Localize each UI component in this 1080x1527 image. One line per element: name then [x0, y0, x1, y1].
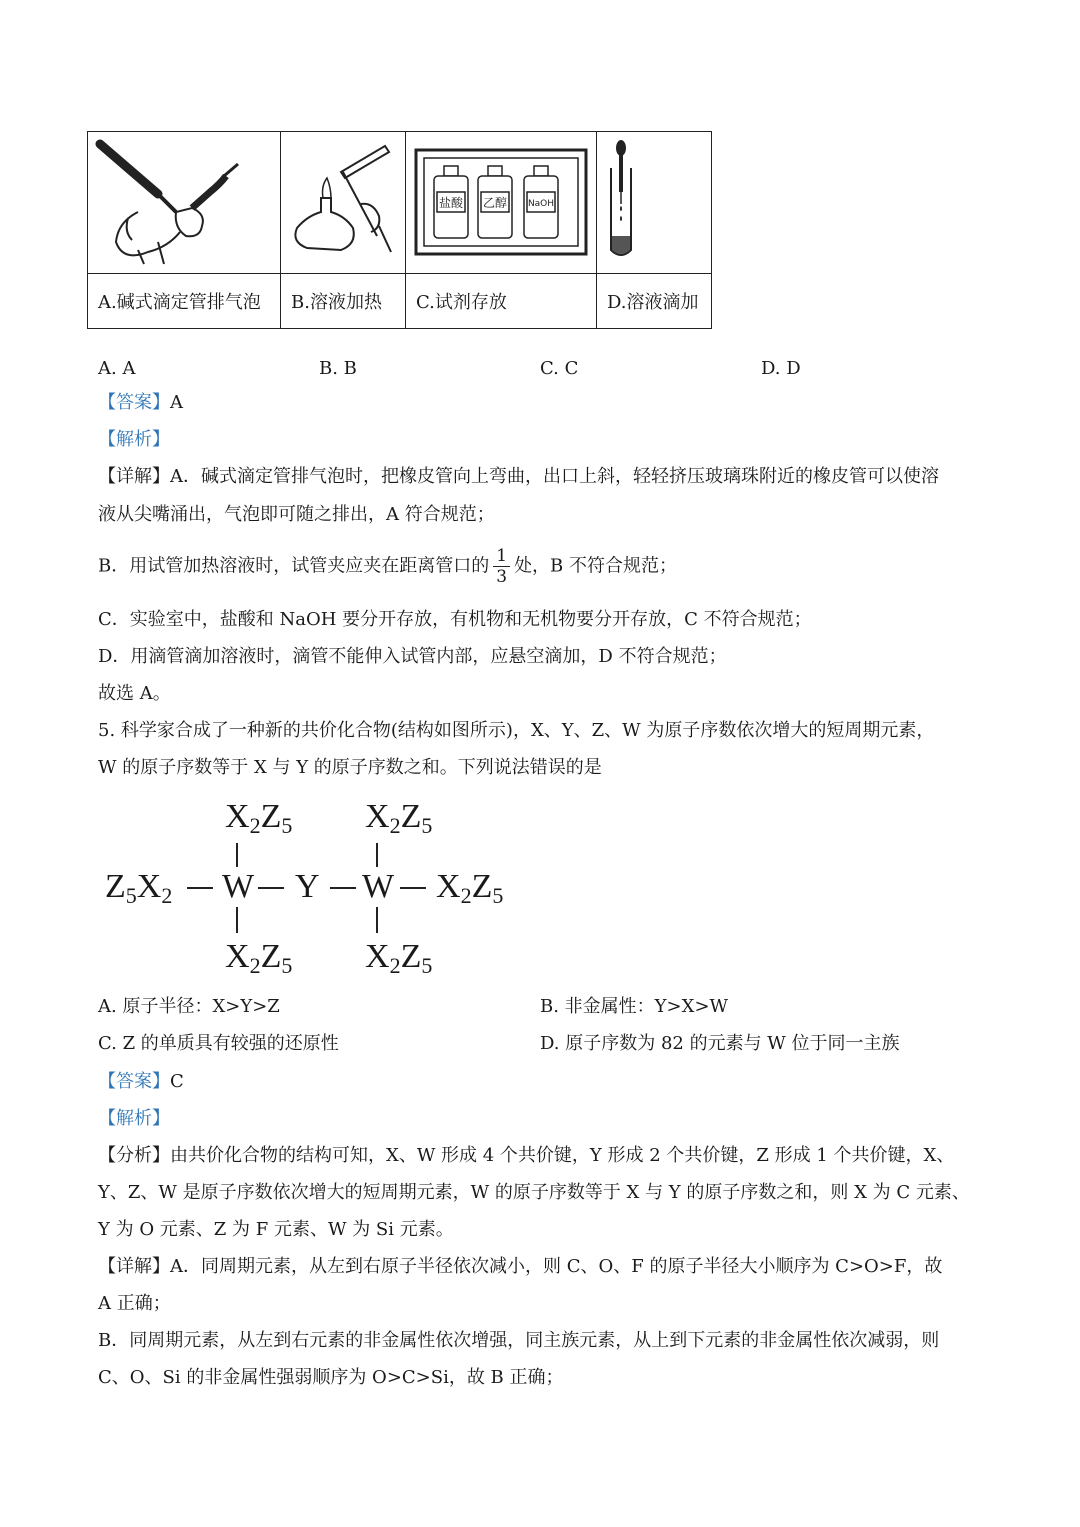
dropper-illustration [597, 132, 711, 268]
storage-image-cell [406, 132, 597, 274]
fraction-numerator: 1 [493, 546, 510, 567]
test-tube-heating-illustration [281, 132, 405, 268]
q5-detail-text-1: A．同周期元素，从左到右原子半径依次减小，则 C、O、F 的原子半径大小顺序为 C>O>F，故 [170, 1256, 943, 1277]
q4-d-line: D．用滴管滴加溶液时，滴管不能伸入试管内部，应悬空滴加，D 不符合规范； [98, 646, 727, 667]
bottle-label-naoh: NaOH [527, 199, 555, 209]
q4-answer-tag: 【答案】 [98, 392, 170, 413]
group-bottom-right: $X_2Z_5$ [365, 938, 433, 978]
q5-option-b: B. 非金属性：Y>X>W [540, 996, 729, 1017]
caption-d: D.溶液滴加 [597, 274, 712, 329]
q5-answer-line [98, 1070, 184, 1094]
group-bottom-left: $X_2Z_5$ [225, 938, 293, 978]
bond-top-right [376, 843, 378, 867]
q5-detail-line-3: B．同周期元素，从左到右元素的非金属性依次增强，同主族元素，从上到下元素的非金属性依次减弱，则 [98, 1330, 940, 1351]
fraction-denominator: 3 [496, 567, 508, 587]
q4-conclusion: 故选 A。 [98, 683, 171, 704]
q5-stem-line-1: 5. 科学家合成了一种新的共价化合物(结构如图所示)，X、Y、Z、W 为原子序数依次增大的短周期元素， [98, 720, 935, 741]
q4-option-b: B. B [319, 358, 357, 379]
q4-answer-line [98, 391, 183, 415]
heating-image-cell [281, 132, 406, 274]
bond-w-y-left [258, 887, 284, 889]
q5-detail-line-1 [98, 1255, 942, 1279]
q5-stem-line-2: W 的原子序数等于 X 与 Y 的原子序数之和。下列说法错误的是 [98, 757, 602, 778]
bond-bottom-left [236, 907, 238, 933]
q4-option-c: C. C [540, 358, 579, 379]
q4-option-a: A. A [98, 358, 136, 379]
q5-answer-tag: 【答案】 [98, 1071, 170, 1092]
q4-answer-value: A [170, 392, 183, 413]
q4-c-line: C．实验室中，盐酸和 NaOH 要分开存放，有机物和无机物要分开存放，C 不符合规范； [98, 609, 812, 630]
caption-b: B.溶液加热 [281, 274, 406, 329]
q5-fenxi-line-1 [98, 1144, 954, 1168]
fraction-one-third [493, 546, 510, 587]
q5-analysis-tag: 【解析】 [98, 1108, 170, 1129]
reagent-storage-illustration [406, 132, 596, 268]
q5-option-a: A. 原子半径：X>Y>Z [98, 996, 280, 1017]
q5-fenxi-line-2: Y、Z、W 是原子序数依次增大的短周期元素，W 的原子序数等于 X 与 Y 的原子序数之和，则 X 为 C 元素、 [98, 1182, 970, 1203]
q5-fenxi-text-1: 由共价化合物的结构可知，X、W 形成 4 个共价键，Y 形成 2 个共价键，Z 形成 1 个共价键，X、 [170, 1145, 955, 1166]
bond-left [187, 887, 213, 889]
dropper-image-cell [597, 132, 712, 274]
q4-b-text-post: 处，B 不符合规范； [514, 555, 678, 577]
caption-a: A.碱式滴定管排气泡 [88, 274, 281, 329]
apparatus-table [87, 131, 712, 329]
q4-b-line [98, 546, 677, 587]
q5-fenxi-line-3: Y 为 O 元素、Z 为 F 元素、W 为 Si 元素。 [98, 1219, 454, 1240]
bond-right [400, 887, 426, 889]
q4-detail-line-1 [98, 465, 939, 489]
q4-analysis-tag: 【解析】 [98, 429, 170, 450]
q4-detail-text-1: A．碱式滴定管排气泡时，把橡皮管向上弯曲，出口上斜，轻轻挤压玻璃珠附近的橡皮管可以使溶 [170, 466, 939, 487]
q5-answer-value: C [170, 1071, 184, 1092]
bond-bottom-right [376, 907, 378, 933]
q4-option-d: D. D [761, 358, 801, 379]
q4-b-text-pre: B．用试管加热溶液时，试管夹应夹在距离管口的 [98, 555, 490, 577]
caption-c: C.试剂存放 [406, 274, 597, 329]
burette-image-cell [88, 132, 281, 274]
q5-fenxi-tag: 【分析】 [98, 1145, 170, 1166]
atom-y: Y [295, 868, 320, 905]
q4-detail-line-2: 液从尖嘴涌出，气泡即可随之排出，A 符合规范； [98, 504, 495, 525]
atom-w-right: W [362, 868, 395, 905]
q5-detail-line-4: C、O、Si 的非金属性强弱顺序为 O>C>Si，故 B 正确； [98, 1367, 564, 1388]
bond-y-w-right [330, 887, 356, 889]
bottle-label-hcl: 盐酸 [438, 196, 464, 210]
group-right: $X_2Z_5$ [436, 868, 504, 908]
q4-detail-tag: 【详解】 [98, 466, 170, 487]
q5-option-c: C. Z 的单质具有较强的还原性 [98, 1033, 339, 1054]
group-top-right: $X_2Z_5$ [365, 798, 433, 838]
atom-w-left: W [222, 868, 255, 905]
q5-detail-tag: 【详解】 [98, 1256, 170, 1277]
q5-option-d: D. 原子序数为 82 的元素与 W 位于同一主族 [540, 1033, 900, 1054]
bottle-label-ethanol: 乙醇 [482, 196, 508, 210]
q5-detail-line-2: A 正确； [98, 1293, 171, 1314]
group-top-left: $X_2Z_5$ [225, 798, 293, 838]
group-left: $Z_5X_2$ [105, 868, 173, 908]
burette-bubble-illustration [88, 132, 280, 268]
bond-top-left [236, 843, 238, 867]
